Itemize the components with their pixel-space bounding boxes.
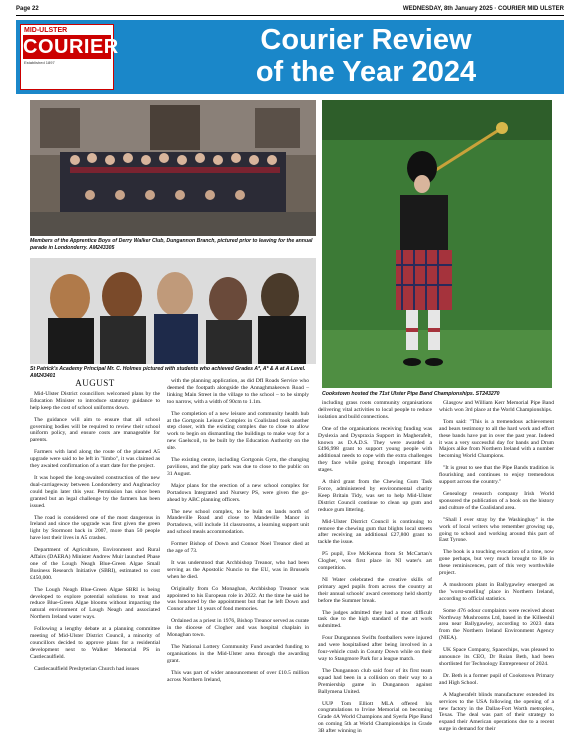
paragraph: Four Dungannon Swifts footballers were injured and were hospitalised after being involved in a four-vehicle crash in County Down while on their way to Stangmore Park for a league match. <box>318 635 432 662</box>
logo-top-line: MID-ULSTER <box>24 27 68 34</box>
date-line: WEDNESDAY, 8th January 2025 · COURIER MID ULSTER <box>402 6 564 12</box>
paragraph: A Magherafelt blinds manufacturer extended its services to the USA following the opening of a new factory in the Dallas-Fort Worth metroplex, Texas. The deal was part of their strategy to expand their American operations due to a recent surge in demand for their <box>439 691 554 733</box>
paragraph: The Lough Neagh Blue-Green Algae SBRI is being developed to explore potential solutions to treat and reduce Blue-Green Algae blooms without impacting the natural environment of Lough Neagh and associated Northern Ireland water ways. <box>30 586 160 621</box>
paragraph: Ordained as a priest in 1976, Bishop Treanor served as curate in the diocese of Clogher and was hospital chaplain in Monaghan town. <box>167 618 309 639</box>
piper-photo <box>322 100 552 388</box>
title-line-2: of the Year 2024 <box>255 56 477 88</box>
paragraph: NI Water celebrated the creative skills of primary aged pupils from across the country at their annual schools' award ceremony held shortly before the Summer break. <box>318 576 432 604</box>
paragraph: including grass roots community organisations delivering vital activities to local people to reduce isolation and build connections. <box>318 400 432 420</box>
paragraph: The existing centre, including Gortgonis Gym, the changing pavilions, and the play park was due to close to the public on 31 August. <box>167 457 309 477</box>
paragraph: Following a lengthy debate at a planning committee meeting of Mid-Ulster District Council, a minority of councillors decided to approve plans for a residential development next to Walker Memorial PS in Castlecaulfield. <box>30 626 160 660</box>
paragraph: Former Bishop of Down and Connor Noel Treanor died at the age of 73. <box>167 541 309 555</box>
apprentice-boys-caption: Members of the Apprentice Boys of Derry Walker Club, Dungannon Branch, pictured prior to leaving for the annual parade in Londonderry. AM243305 <box>30 238 313 251</box>
paragraph: The completion of a new leisure and community health hub at the Gortgonis Leisure Complex in Coalisland took another step closer, with the existing complex due to close to allow work to begin on dismantling the buildings to make way for a new Gaelscoil, to be built by the Education Authority on the site. <box>167 410 309 452</box>
article-column-2 <box>167 378 309 689</box>
article-column-1 <box>30 378 160 678</box>
paragraph: One of the organisations receiving funding was Dyslexia and Dyspraxia Support in Magherafelt, known as D.A.D.S. They were awarded a £496,998 grant to support young people with additional needs to cope with the extra challenges they face while going through important life stages. <box>318 425 432 474</box>
page-title <box>171 24 561 88</box>
title-line-1: Courier Review <box>260 24 472 56</box>
logo-name: COURIER <box>23 36 119 58</box>
paragraph: Farmers with land along the route of the planned A5 upgrade were said to be left in "limbo", it was claimed as they awaited confirmation of a start date for the project. <box>30 449 160 470</box>
paragraph: Dr. Beth is a former pupil of Cookstown Primary and High School. <box>439 672 554 686</box>
paragraph: Genealogy research company Irish World sponsored the publication of a book on the history and culture of the Coalisland area. <box>439 490 554 511</box>
paragraph: Mid-Ulster District Council is continuing to remove the chewing gum that blights local streets after receiving an additional £27,800 grant to tackle the issue. <box>318 518 432 546</box>
paragraph: P5 pupil, Eve McKenna from St McCartan's Clogher, won first place in NI water's art competition. <box>318 551 432 572</box>
paragraph: Major plans for the erection of a new school complex for Portadown Integrated and Nursery PS, were given the go-ahead by ABC planning officers. <box>167 482 309 503</box>
logo-tagline: Established 1897 <box>24 60 55 65</box>
apprentice-boys-photo <box>30 100 316 236</box>
paragraph: Castlecaulfield Presbyterian Church had issues <box>34 665 140 672</box>
paragraph: Mid-Ulster District councillors welcomed plans by the Education Minister to introduce statutory guidance to help keep the cost of school uniforms down. <box>30 390 160 411</box>
paragraph: This was part of wider announcement of over £10.5 million across Northern Ireland, <box>167 669 309 683</box>
school-students-photo <box>30 258 316 364</box>
paragraph: The road is considered one of the most dangerous in Ireland and since the upgrade was first given the green light by Stormont back in 2007, more than 50 people have lost their lives in A5 crashes. <box>30 514 160 542</box>
paragraph: Tom said: "This is a tremendous achievement and bears testimony to all the hard work and effort these bands have put in over the past year. Indeed it was a very successful day for bands and Drum Majors alike from Northern Ireland with a number becoming World Champions. <box>439 418 554 460</box>
paragraph: The National Lottery Community Fund awarded funding to organisations in the Mid-Ulster area through the awarding grant. <box>167 644 309 664</box>
piper-caption: Cookstown hosted the 71st Ulster Pipe Band Championships. ST243270 <box>322 391 500 397</box>
paragraph: The guidance will aim to ensure that all school governing bodies will be required to review their school uniform policy, and ensure costs are manageable for parents. <box>30 416 160 444</box>
paragraph: "It is great to see that the Pipe Bands tradition is flourishing and continues to enjoy tremendous support across the country." <box>439 465 554 486</box>
paragraph: It was understood that Archbishop Treanor, who had been serving as the Apostolic Nuncio to the EU, was in Brussels when he died. <box>167 559 309 580</box>
paragraph: UUP Tom Elliott MLA offered his congratulations to Irvine Memorial on becoming Grade 4A World Champions and Syerla Pipe Band on coming 5th at World Championships in Grade 3B after winning in <box>318 700 432 735</box>
paragraph: The book is a touching evocation of a time, now gone perhaps, but very much brought to life in these reminiscences, part of this very worthwhile project. <box>439 549 554 577</box>
courier-logo <box>20 24 119 90</box>
paragraph: Department of Agriculture, Environment and Rural Affairs (DAERA) Minister Andrew Muir launched Phase one of the Lough Neagh Blue-Green Algae Small Business Research Initiative (SBRI), estimated to cost £450,000. <box>30 547 160 581</box>
paragraph: It was hoped the long-awaited construction of the new dual-carriageway between Londonderry and Aughnacloy could begin later this year. Permission has since been granted but an legal challenge by the farmers has been issued. <box>30 474 160 509</box>
month-heading: AUGUST <box>75 378 115 388</box>
page-number: Page 22 <box>16 6 39 12</box>
paragraph: A third grant from the Chewing Gum Task Force, administered by environmental charity Keep Britain Tidy, was set to help Mid-Ulster District Council continue to clean up gum and reduce gum littering. <box>318 479 432 513</box>
article-column-3 <box>318 400 432 740</box>
paragraph: with the planning application, as did DfI Roads Service who deemed the footpath alongside the Annaghmakeown Road – linking Main Street in the village to the school – to be simply too narrow, with a width of 90cm to 1.1m. <box>167 378 309 405</box>
headline-banner <box>16 20 564 94</box>
paragraph: Originally from Co Monaghan, Archbishop Treanor was appointed to his European role in 2022. At the time he said he was honoured by the appointment but that he left Down and Connor after 14 years of fond memories. <box>167 585 309 613</box>
paragraph: UK Space Company, Spacechips, was pleased to announce its CEO, Dr Ruian Beth, had been shortlisted for Technology Entrepreneur of 2024. <box>439 647 554 667</box>
school-caption: St Patrick's Academy Principal Mr. C. Holmes pictured with students who achieved Grades A*, A* & A at A Level. AM243401 <box>30 366 306 379</box>
paragraph: The judges admitted they had a most difficult task due to the high standard of the art work submitted. <box>318 609 432 630</box>
paragraph: The new school complex, to be built on lands north of Mandeville Road and close to Mandeville Manor in Portadown, will include 14 classrooms, a learning support unit and school meals accommodation. <box>167 508 309 536</box>
article-column-4 <box>439 400 554 738</box>
paragraph: A mushroom plant in Ballygawley emerged as the 'worst-smelling' place in Northern Ireland, according to official statistics. <box>439 581 554 602</box>
paragraph: Glasgow and William Kerr Memorial Pipe Band which won 3rd place at the World Championships. <box>439 400 554 413</box>
paragraph: The Dungannon club said four of its first team squad had been in a collision on their way to a Premiership game in Dungannon against Ballymena United. <box>318 667 432 695</box>
paragraph: Some 476 odour complaints were received about Northway Mushrooms Ltd, based in the Killeeshil area near Ballygawley, according to 2023 data from the Northern Ireland Environment Agency (NIEA). <box>439 607 554 642</box>
page-header <box>16 3 564 16</box>
paragraph: "Shall I ever stray by the Washingbay" is the work of local writers who remember growing up, going to school and working around this part of East Tyrone. <box>439 516 554 544</box>
